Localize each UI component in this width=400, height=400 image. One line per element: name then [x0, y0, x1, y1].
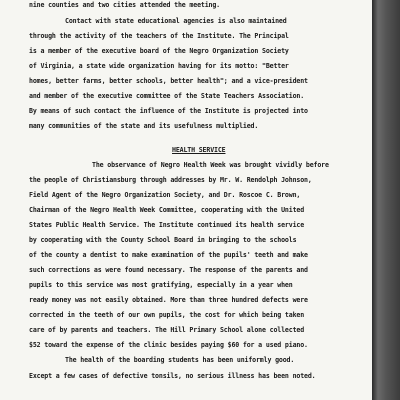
- text-line: by cooperating with the County School Board in bringing to the schools: [29, 236, 297, 244]
- section-heading: HEALTH SERVICE: [172, 146, 226, 154]
- text-line: care of by parents and teachers. The Hill Primary School alone collected: [29, 326, 305, 334]
- text-line: through the activity of the teachers of the Institute. The Principal: [29, 32, 289, 40]
- text-line: Field Agent of the Negro Organization Society, and Dr. Roscoe C. Brown,: [29, 191, 301, 199]
- text-line: Chairman of the Negro Health Week Committee, cooperating with the United: [29, 206, 305, 214]
- text-line: $52 toward the expense of the clinic besides paying $60 for a used piano.: [29, 341, 308, 349]
- text-line: such corrections as were found necessary. The response of the parents and: [29, 266, 308, 274]
- text-line: pupils to this service was most gratifying, especially in a year when: [29, 281, 293, 289]
- text-line: of Virginia, a state wide organization having for its motto: "Better: [29, 62, 289, 70]
- text-line: By means of such contact the influence of the Institute is projected into: [29, 107, 308, 115]
- text-line: is a member of the executive board of the Negro Organization Society: [29, 47, 289, 55]
- text-line: the people of Christiansburg through addresses by Mr. W. Rendolph Johnson,: [29, 176, 312, 184]
- scan-edge: [372, 0, 400, 400]
- text-line: The observance of Negro Health Week was brought vividly before: [92, 161, 329, 169]
- text-line: homes, better farms, better schools, better health"; and a vice-president: [29, 77, 308, 85]
- text-line: ready money was not easily obtained. More than three hundred defects were: [29, 296, 308, 304]
- text-line: corrected in the teeth of our own pupils, the cost for which being taken: [29, 311, 305, 319]
- text-line: Contact with state educational agencies is also maintained: [65, 17, 287, 25]
- text-line: States Public Health Service. The Institute continued its health service: [29, 221, 305, 229]
- text-line: The health of the boarding students has been uniformly good.: [65, 356, 295, 364]
- text-line: of the county a dentist to make examination of the pupils' teeth and make: [29, 251, 308, 259]
- text-line: and member of the executive committee of the State Teachers Association.: [29, 92, 305, 100]
- text-line: nine counties and two cities attended the meeting.: [29, 1, 220, 9]
- text-line: many communities of the state and its usefulness multiplied.: [29, 122, 259, 130]
- text-line: Except a few cases of defective tonsils, no serious illness has been noted.: [29, 372, 316, 380]
